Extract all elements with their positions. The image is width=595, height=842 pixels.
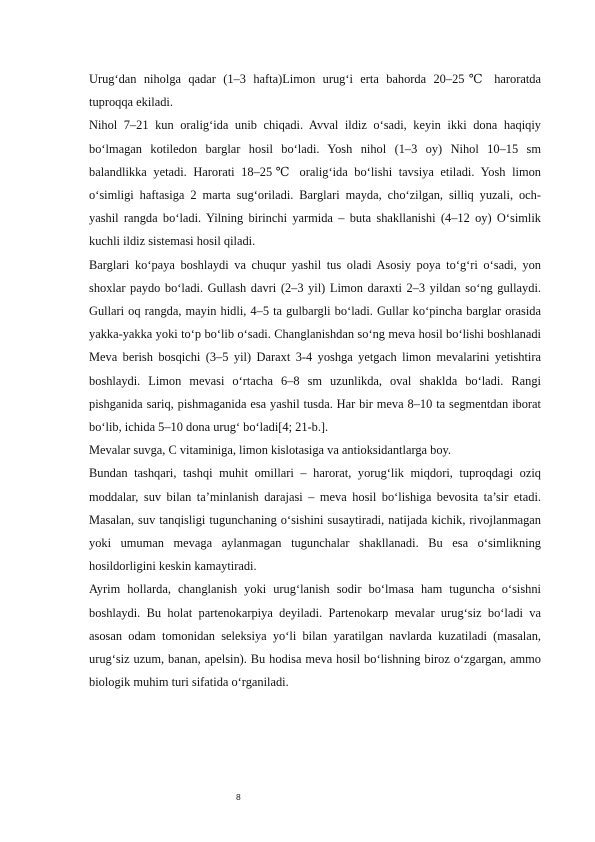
paragraph-seedling-stage: Nihol 7–21 kun oralig‘ida unib chiqadi. Avval ildiz o‘sadi, keyin ikki dona haqiqiy bo‘lmagan kotiledon barglar hosil bo‘ladi. Yosh nihol (1–3 oy) Nihol 10–15 sm balandlikka yetadi. Harorati 18–25℃ oralig‘ida bo‘lishi tavsiya etiladi. Yosh limon o‘simligi haftasiga 2 marta sug‘oriladi. Barglari mayda, cho‘zilgan, silliq yuzali, och-yashil rangda bo‘ladi. Yilning birinchi yarmida – buta shakllanishi (4–12 oy) O‘simlik kuchli ildiz sistemasi hosil qiladi. — [89, 118, 541, 249]
document-page — [89, 68, 541, 694]
paragraph-fruit-nutrients: Mevalar suvga, C vitaminiga, limon kislotasiga va antioksidantlarga boy. — [89, 443, 452, 458]
paragraph-environment-factors: Bundan tashqari, tashqi muhit omillari – harorat, yorug‘lik miqdori, tuproqdagi oziq moddalar, suv bilan ta’minlanish darajasi – meva hosil bo‘lishiga bevosita ta’sir etadi. Masalan, suv tanqisligi tugunchaning o‘sishini susaytiradi, natijada kichik, rivojlanmagan yoki umuman mevaga aylanmagan tugunchalar shakllanadi. Bu esa o‘simlikning hosildorligini keskin kamaytiradi. — [89, 466, 541, 574]
page-number: 8 — [236, 792, 241, 802]
paragraph-seed-stage: Urug‘dan niholga qadar (1–3 hafta)Limon urug‘i erta bahorda 20–25℃ haroratda tuproqqa ekiladi. — [89, 72, 541, 110]
paragraph-flowering-fruiting: Barglari ko‘paya boshlaydi va chuqur yashil tus oladi Asosiy poya to‘g‘ri o‘sadi, yon shoxlar paydo bo‘ladi. Gullash davri (2–3 yil) Limon daraxti 2–3 yildan so‘ng gullaydi. Gullari oq rangda, mayin hidli, 4–5 ta gulbargli bo‘ladi. Gullar ko‘pincha barglar orasida yakka-yakka yoki to‘p bo‘lib o‘sadi. Changlanishdan so‘ng meva hosil bo‘lishi boshlanadi Meva berish bosqichi (3–5 yil) Daraxt 3-4 yoshga yetgach limon mevalarini yetishtira boshlaydi. Limon mevasi o‘rtacha 6–8 sm uzunlikda, oval shaklda bo‘ladi. Rangi pishganida sariq, pishmaganida esa yashil tusda. Har bir meva 8–10 ta segmentdan iborat bo‘lib, ichida 5–10 dona urug‘ bo‘ladi[4; 21-b.]. — [89, 257, 541, 435]
paragraph-parthenocarpy: Ayrim hollarda, changlanish yoki urug‘lanish sodir bo‘lmasa ham tuguncha o‘sishni boshlaydi. Bu holat partenokarpiya deyiladi. Partenokarp mevalar urug‘siz bo‘ladi va asosan odam tomonidan seleksiya yo‘li bilan yaratilgan navlarda kuzatiladi (masalan, urug‘siz uzum, banan, apelsin). Bu hodisa meva hosil bo‘lishning biroz o‘zgargan, ammo biologik muhim turi sifatida o‘rganiladi. — [89, 582, 541, 690]
